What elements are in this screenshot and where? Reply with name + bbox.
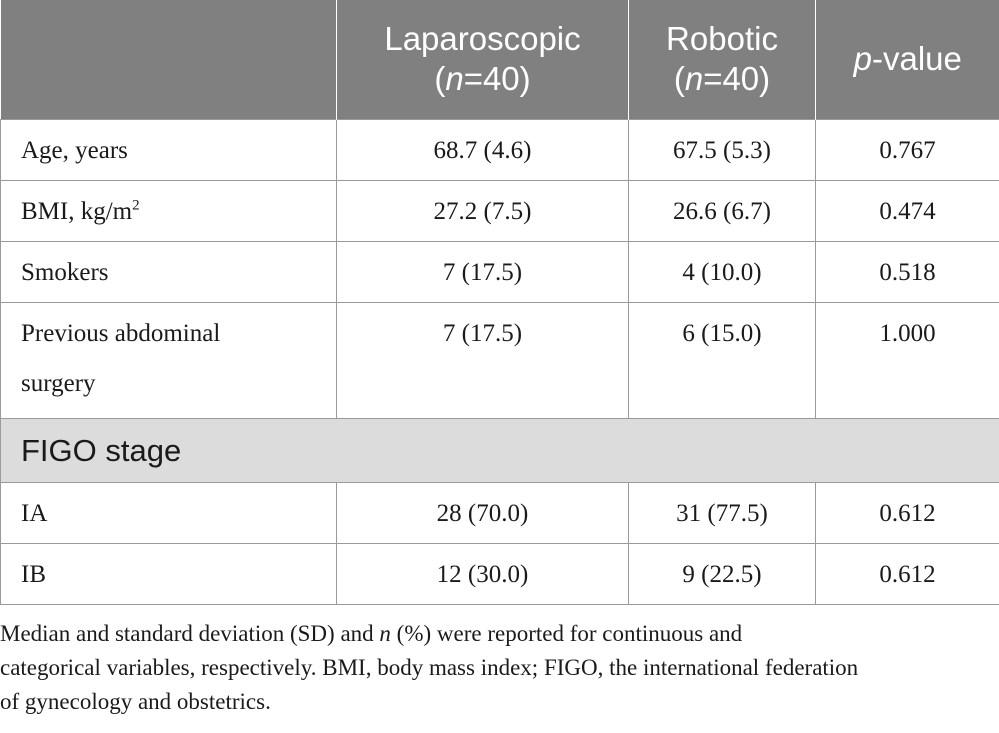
section-label: FIGO stage bbox=[1, 418, 999, 482]
cell-robotic: 6 (15.0) bbox=[629, 302, 816, 418]
table-row-ib bbox=[1, 543, 999, 604]
header-laparoscopic-title: Laparoscopic bbox=[384, 20, 581, 58]
cell-p-value: 0.767 bbox=[816, 119, 999, 180]
cell-robotic: 9 (22.5) bbox=[629, 543, 816, 604]
footnote-line: categorical variables, respectively. BMI, body mass index; FIGO, the international federation bbox=[0, 655, 859, 680]
table-header-row bbox=[1, 0, 999, 119]
cell-p-value: 1.000 bbox=[816, 302, 999, 418]
table-row-bmi bbox=[1, 180, 999, 241]
table-row-smokers bbox=[1, 241, 999, 302]
cell-p-value: 0.612 bbox=[816, 482, 999, 543]
row-label: Previous abdominal surgery bbox=[1, 302, 337, 418]
table-row-ia bbox=[1, 482, 999, 543]
header-empty-cell bbox=[1, 0, 337, 119]
table-row-age bbox=[1, 119, 999, 180]
cell-laparoscopic: 68.7 (4.6) bbox=[337, 119, 629, 180]
section-row-figo-stage bbox=[1, 418, 999, 482]
footnote-line: Median and standard deviation (SD) and n (%) were reported for continuous and bbox=[0, 621, 743, 646]
header-robotic-n: (n=40) bbox=[673, 60, 771, 98]
cell-robotic: 4 (10.0) bbox=[629, 241, 816, 302]
header-p-value: p-value bbox=[816, 0, 999, 119]
cell-p-value: 0.612 bbox=[816, 543, 999, 604]
cell-laparoscopic: 12 (30.0) bbox=[337, 543, 629, 604]
table-row-previous-surgery bbox=[1, 302, 999, 418]
header-robotic bbox=[629, 0, 816, 119]
cell-laparoscopic: 7 (17.5) bbox=[337, 302, 629, 418]
cell-laparoscopic: 7 (17.5) bbox=[337, 241, 629, 302]
cell-robotic: 31 (77.5) bbox=[629, 482, 816, 543]
row-label: Smokers bbox=[1, 241, 337, 302]
cell-robotic: 67.5 (5.3) bbox=[629, 119, 816, 180]
row-label: IB bbox=[1, 543, 337, 604]
cell-p-value: 0.474 bbox=[816, 180, 999, 241]
header-laparoscopic-n: (n=40) bbox=[434, 60, 531, 98]
header-robotic-title: Robotic bbox=[666, 20, 778, 58]
footnote-line: of gynecology and obstetrics. bbox=[0, 689, 271, 714]
row-label: Age, years bbox=[1, 119, 337, 180]
cell-robotic: 26.6 (6.7) bbox=[629, 180, 816, 241]
header-laparoscopic bbox=[337, 0, 629, 119]
cell-laparoscopic: 28 (70.0) bbox=[337, 482, 629, 543]
row-label: IA bbox=[1, 482, 337, 543]
cell-laparoscopic: 27.2 (7.5) bbox=[337, 180, 629, 241]
cell-p-value: 0.518 bbox=[816, 241, 999, 302]
table-footnote bbox=[0, 617, 999, 719]
row-label: BMI, $kg/m^2$ bbox=[1, 180, 337, 241]
